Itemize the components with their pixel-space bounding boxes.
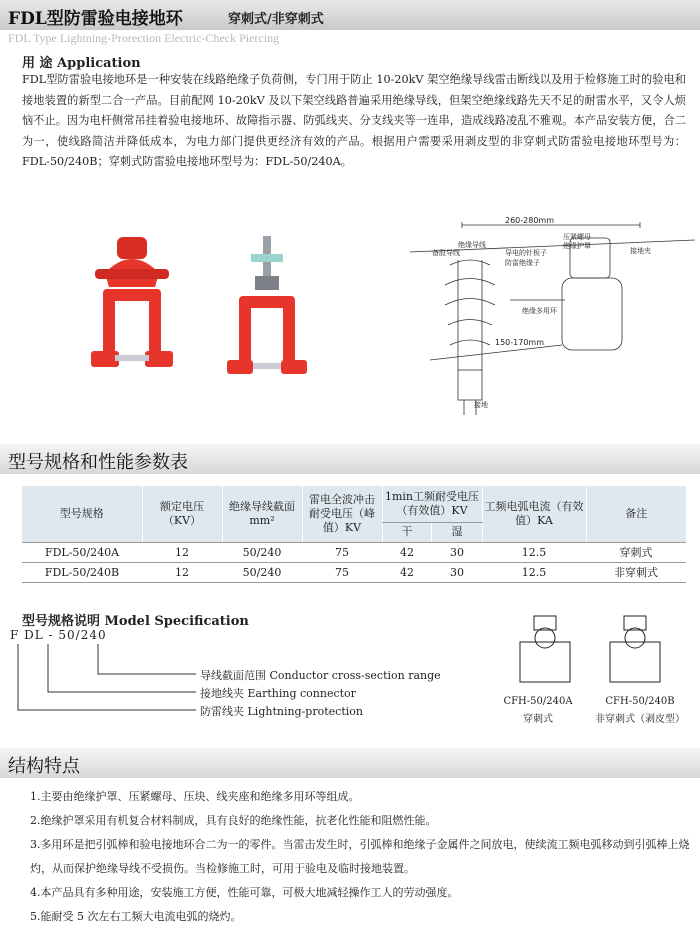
list-item: 5.能耐受 5 次左右工频大电流电弧的烧灼。 [30,910,242,923]
model-spec-heading: 型号规格说明 Model Specification [22,614,249,629]
cell-arc: 12.5 [482,562,586,582]
cell-remark: 非穿刺式 [586,562,686,582]
page-title-english: FDL Type Lightning-Prorection Electric-Check Piercing [8,31,280,45]
list-item: 1.主要由绝缘护罩、压紧螺母、压块、线夹座和绝缘多用环等组成。 [30,790,360,803]
list-item: 4.本产品具有多种用途，安装施工方便，性能可靠，可极大地减轻操作工人的劳动强度。 [30,886,459,899]
diagram-label: 接地 [474,401,488,409]
application-heading: 用 途 Application [22,56,141,71]
legend-lightning: 防雷线夹 Lightning-protection [200,705,363,718]
header-dry: 干 [382,522,432,542]
cell-impulse: 75 [302,562,382,582]
header-remark: 备注 [586,486,686,542]
table-row [22,562,686,582]
cell-voltage: 12 [142,562,222,582]
cell-arc: 12.5 [482,542,586,562]
header-arc-current: 工频电弧电流（有效值）KA [482,486,586,542]
page-title: FDL型防雷验电接地环 [8,9,183,29]
header-wet: 湿 [432,522,482,542]
structure-list [30,785,690,929]
structure-section-band [0,748,700,778]
cell-wet: 30 [432,562,482,582]
diagram-label: 绝缘导线 [458,241,486,249]
clamp-b-type: 非穿刺式（剥皮型） [595,714,685,725]
legend-earthing: 接地线夹 Earthing connector [200,687,356,700]
model-spec-connector-lines [10,642,200,722]
header-cross-section: 绝缘导线截面mm² [222,486,302,542]
cell-dry: 42 [382,562,432,582]
diagram-label: 导电的针板子 [505,249,547,257]
clamp-a-type: 穿刺式 [523,714,553,725]
clamp-b-model: CFH-50/240B [605,696,675,707]
legend-cross-section: 导线截面范围 Conductor cross-section range [200,669,441,682]
cell-dry: 42 [382,542,432,562]
product-photo-red-ring [85,225,180,385]
diagram-label: 绝缘护罩 [563,242,591,250]
product-photo-piercing-ring [225,232,310,387]
clamp-a-model: CFH-50/240A [503,696,573,707]
cell-impulse: 75 [302,542,382,562]
cell-wet: 30 [432,542,482,562]
list-item: 2.绝缘护罩采用有机复合材料制成，具有良好的绝缘性能，抗老化性能和阻燃性能。 [30,814,437,827]
diagram-label: 接地夹 [630,247,651,255]
structure-section-title: 结构特点 [8,756,80,777]
application-body: FDL型防雷验电接地环是一种安装在线路绝缘子负荷侧，专门用于防止 10-20kV 架空绝缘导线雷击断线以及用于检修施工时的验电和接地装置的新型二合一产品。目前配网 10-20kV 及以下架空线路普遍采用绝缘导线，但架空绝缘线路先天不足的耐雷水平，又令人烦恼不止。因为电杆侧常吊挂着验电接地环、故障指示器、防弧线夹、分支线夹等一连串，造成线路凌乱不雅观。本产品安装方便，合二为一，使线路简洁并降低成本，为电力部门提供更经济有效的产品。根据用户需要采用剥皮型的非穿刺式防雷验电接地环型号为：FDL-50/240B；穿刺式防雷验电接地环型号为：FDL-50/240A。 [22,73,686,168]
spec-table [22,486,686,583]
header-impulse: 雷电全波冲击耐受电压（峰值）KV [302,486,382,542]
diagram-label: 绝缘多用环 [522,307,557,315]
cell-section: 50/240 [222,562,302,582]
cell-voltage: 12 [142,542,222,562]
table-row [22,542,686,562]
cell-model: FDL-50/240B [22,562,142,582]
cell-remark: 穿刺式 [586,542,686,562]
cell-model: FDL-50/240A [22,542,142,562]
cell-section: 50/240 [222,542,302,562]
header-rated-voltage: 额定电压（KV） [142,486,222,542]
model-code: F DL - 50/240 [10,628,107,642]
header-power-freq: 1min工频耐受电压（有效值）KV [382,486,482,522]
dimension-top: 260-280mm [505,216,555,225]
page-subtitle: 穿刺式/非穿刺式 [228,12,324,27]
diagram-label: 防雷绝缘子 [505,259,540,267]
table-section-title: 型号规格和性能参数表 [8,452,188,473]
header-model: 型号规格 [22,486,142,542]
clamp-drawings [500,612,690,692]
dimension-bottom: 150-170mm [495,338,545,347]
list-item: 3.多用环是把引弧棒和验电接地环合二为一的零件。当雷击发生时，引弧棒和绝缘子金属件之间放电，使续流工频电弧移动到引弧棒上烧灼，从而保护绝缘导线不受损伤。当检修施工时，可用于验电及临时接地装置。 [30,838,690,875]
diagram-label: 压紧螺母 [563,233,591,241]
diagram-label: 备股导线 [432,249,460,257]
